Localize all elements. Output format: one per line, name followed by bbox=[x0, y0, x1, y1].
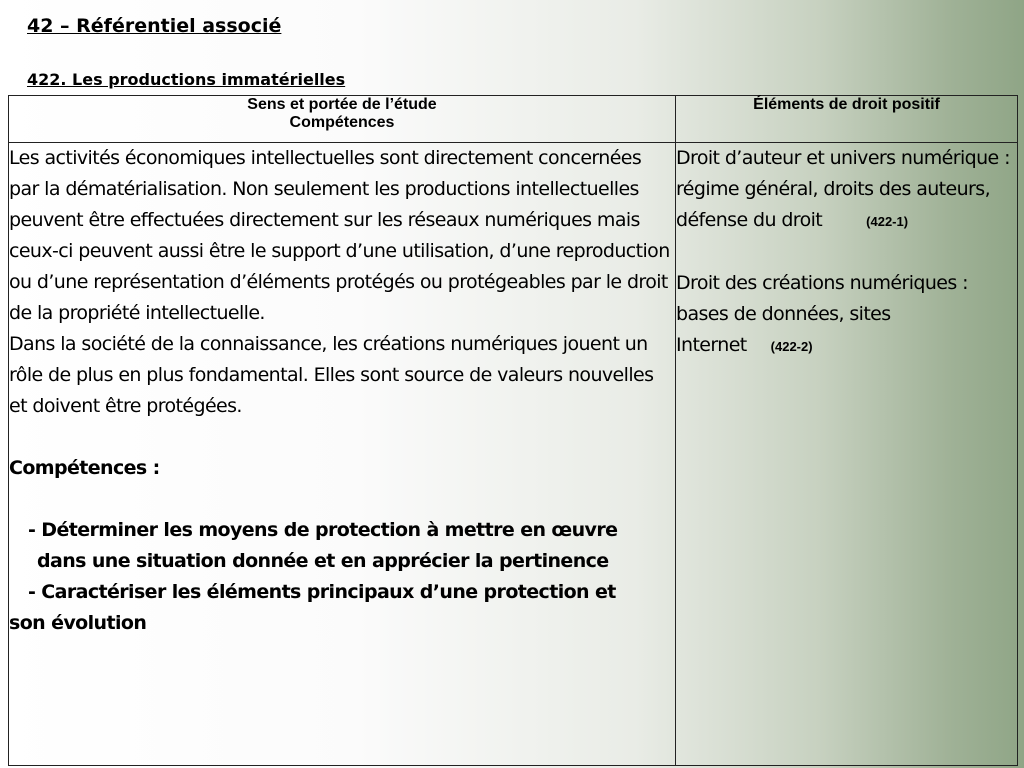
header-line-competences: Compétences bbox=[289, 114, 395, 131]
law-item-2-text: Droit des créations numériques : bases de données, sites Internet bbox=[676, 272, 968, 356]
law-item-1-code: (422-1) bbox=[866, 214, 909, 229]
competence-item-2-line-2: son évolution bbox=[9, 612, 147, 634]
column-header-law bbox=[676, 96, 1018, 143]
section-title: 42 – Référentiel associé bbox=[27, 15, 282, 37]
competence-item-1-line-1: - Déterminer les moyens de protection à mettre en œuvre bbox=[28, 519, 618, 541]
header-line-elements: Éléments de droit positif bbox=[753, 96, 940, 113]
study-paragraph-2: Dans la société de la connaissance, les créations numériques jouent un rôle de plus en plus fondamental. Elles sont source de valeurs nouvelles et doivent être protégées. bbox=[9, 333, 654, 417]
law-cell bbox=[676, 143, 1018, 766]
header-line-sens: Sens et portée de l’étude bbox=[247, 96, 437, 113]
study-cell bbox=[9, 143, 676, 766]
referential-table bbox=[8, 95, 1018, 766]
competence-item-2-line-1: - Caractériser les éléments principaux d’une protection et bbox=[28, 581, 616, 603]
table-header-row bbox=[9, 96, 1018, 143]
column-header-study bbox=[9, 96, 676, 143]
law-item-2 bbox=[676, 268, 1017, 362]
law-item-1 bbox=[676, 143, 1017, 237]
law-item-2-code: (422-2) bbox=[770, 339, 813, 354]
competences-label: Compétences : bbox=[9, 457, 160, 479]
competence-item-1-line-2: dans une situation donnée et en apprécier la pertinence bbox=[37, 550, 609, 572]
table-row bbox=[9, 143, 1018, 766]
law-item-1-text: Droit d’auteur et univers numérique : régime général, droits des auteurs, défense du droit bbox=[676, 147, 1010, 231]
subsection-title: 422. Les productions immatérielles bbox=[27, 70, 346, 89]
study-paragraph-1: Les activités économiques intellectuelles sont directement concernées par la dématérialisation. Non seulement les productions intellectuelles peuvent être effectuées directement sur les réseaux numériques mais ceux-ci peuvent aussi être le support d’une utilisation, d’une reproduction ou d’une représentation d’éléments protégés ou protégeables par le droit de la propriété intellectuelle. bbox=[9, 147, 670, 324]
